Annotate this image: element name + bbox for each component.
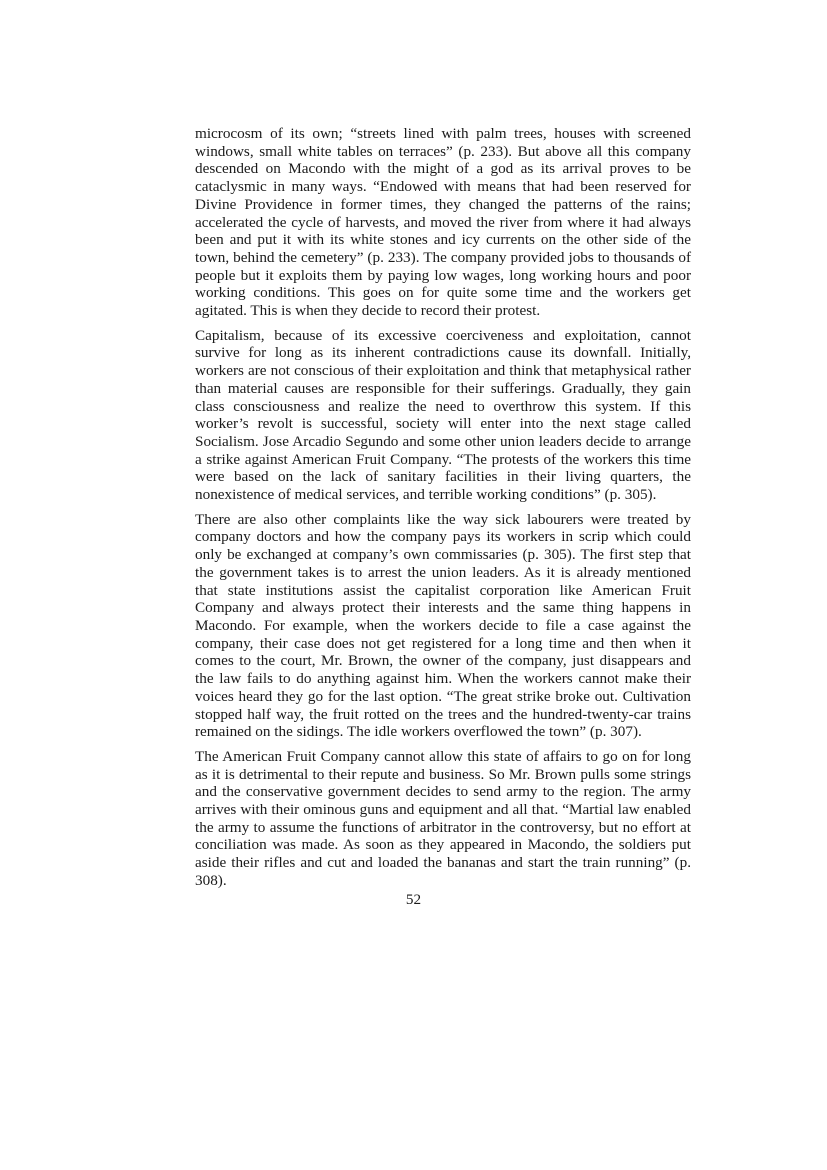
paragraph-4: The American Fruit Company cannot allow this state of affairs to go on for long as it is detrimental to their repute and business. So Mr. Brown pulls some strings and the conservative government decides to send army to the region. The army arrives with their ominous guns and equipment and all that. “Martial law enabled the army to assume the functions of arbitrator in the controversy, but no effort at conciliation was made. As soon as they appeared in Macondo, the soldiers put aside their rifles and cut and loaded the bananas and start the train running” (p. 308). (195, 747, 691, 889)
paragraph-1: microcosm of its own; “streets lined with palm trees, houses with screened windows, small white tables on terraces” (p. 233). But above all this company descended on Macondo with the might of a god as its arrival proves to be cataclysmic in many ways. “Endowed with means that had been reserved for Divine Providence in former times, they changed the patterns of the rains; accelerated the cycle of harvests, and moved the river from where it had always been and put it with its white stones and icy currents on the other side of the town, behind the cemetery” (p. 233). The company provided jobs to thousands of people but it exploits them by paying low wages, long working hours and poor working conditions. This goes on for quite some time and the workers get agitated. This is when they decide to record their protest. (195, 125, 691, 320)
paragraph-3: There are also other complaints like the way sick labourers were treated by company doctors and how the company pays its workers in scrip which could only be exchanged at company’s own commissaries (p. 305). The first step that the government takes is to arrest the union leaders. As it is already mentioned that state institutions assist the capitalist corporation like American Fruit Company and always protect their interests and the same thing happens in Macondo. For example, when the workers decide to file a case against the company, their case does not get registered for a long time and then when it comes to the court, Mr. Brown, the owner of the company, just disappears and the law fails to do anything against him. When the workers cannot make their voices heard they go for the last option. “The great strike broke out. Cultivation stopped half way, the fruit rotted on the trees and the hundred-twenty-car trains remained on the sidings. The idle workers overflowed the town” (p. 307). (195, 510, 691, 741)
paragraph-2: Capitalism, because of its excessive coerciveness and exploitation, cannot survive for long as its inherent contradictions cause its downfall. Initially, workers are not conscious of their exploitation and think that metaphysical rather than material causes are responsible for their sufferings. Gradually, they gain class consciousness and realize the need to overthrow this system. If this worker’s revolt is successful, society will enter into the next stage called Socialism. Jose Arcadio Segundo and some other union leaders decide to arrange a strike against American Fruit Company. “The protests of the workers this time were based on the lack of sanitary facilities in their living quarters, the nonexistence of medical services, and terrible working conditions” (p. 305). (195, 326, 691, 504)
body-text (195, 125, 691, 897)
page-number: 52 (405, 891, 422, 908)
